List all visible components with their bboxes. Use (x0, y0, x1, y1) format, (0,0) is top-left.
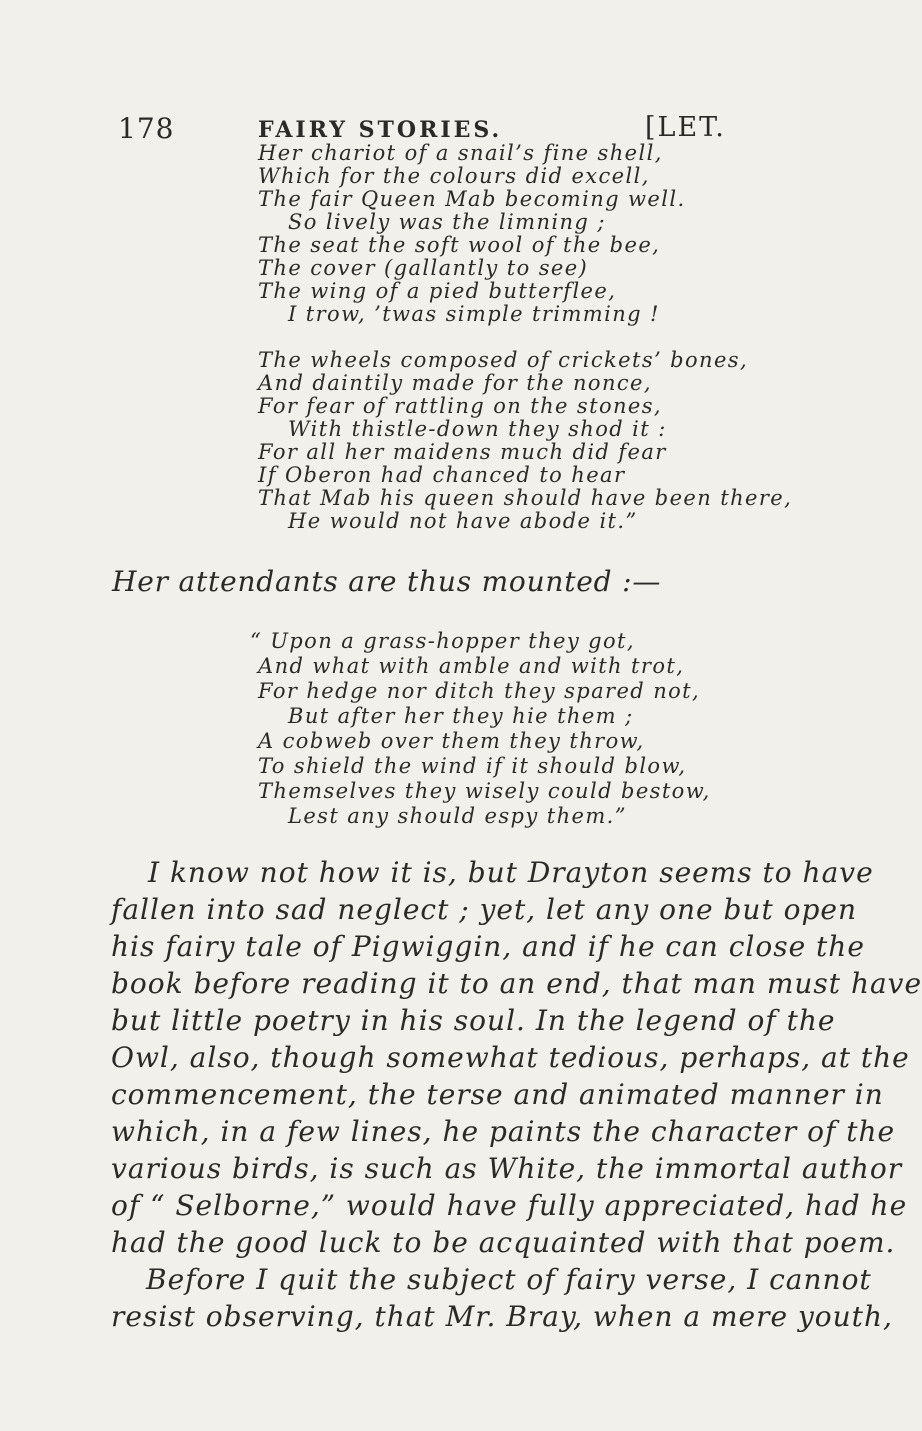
paragraph-line: resist observing, that Mr. Bray, when a mere youth, (111, 1300, 893, 1333)
poem-line: Themselves they wisely could bestow, (258, 779, 711, 803)
poem-line: The fair Queen Mab becoming well. (258, 187, 686, 211)
poem-line: Lest any should espy them.” (288, 804, 627, 828)
page-header (0, 0, 800, 160)
poem-line: And daintily made for the nonce, (258, 371, 652, 395)
paragraph-line: his fairy tale of Pigwiggin, and if he can close the (111, 930, 865, 963)
intro-line: Her attendants are thus mounted :— (112, 565, 662, 598)
poem-line: The seat the soft wool of the bee, (258, 233, 661, 257)
paragraph-line: various birds, is such as White, the immortal author (111, 1152, 903, 1185)
poem-line: The cover (gallantly to see) (258, 256, 589, 280)
section-label: [LET. (645, 112, 726, 143)
poem-line: Which for the colours did excell, (258, 164, 650, 188)
poem-line: The wing of a pied butterflee, (258, 279, 617, 303)
paragraph-line: which, in a few lines, he paints the character of the (111, 1115, 896, 1148)
paragraph-line: I know not how it is, but Drayton seems to have (148, 856, 874, 889)
poem-line: For fear of rattling on the stones, (258, 394, 662, 418)
poem-line: The wheels composed of crickets’ bones, (258, 348, 749, 372)
poem-line: For hedge nor ditch they spared not, (258, 679, 701, 703)
poem-line: I trow, ’twas simple trimming ! (288, 302, 660, 326)
poem-line: That Mab his queen should have been there, (258, 486, 793, 510)
page-number: 178 (118, 112, 175, 145)
paragraph-line: of “ Selborne,” would have fully appreciated, had he (111, 1189, 908, 1222)
poem-line: So lively was the limning ; (288, 210, 606, 234)
paragraph-line: book before reading it to an end, that man must have (111, 967, 922, 1000)
poem-line: To shield the wind if it should blow, (258, 754, 687, 778)
paragraph-line: but little poetry in his soul. In the legend of the (111, 1004, 836, 1037)
paragraph-line: fallen into sad neglect ; yet, let any one but open (111, 893, 857, 926)
paragraph-line: Before I quit the subject of fairy verse, I cannot (146, 1263, 872, 1296)
paragraph-line: had the good luck to be acquainted with that poem. (111, 1226, 896, 1259)
poem-line: For all her maidens much did fear (258, 440, 667, 464)
paragraph-line: Owl, also, though somewhat tedious, perhaps, at the (111, 1041, 910, 1074)
poem-line: With thistle-down they shod it : (288, 417, 667, 441)
poem-line: And what with amble and with trot, (258, 654, 685, 678)
paragraph-line: commencement, the terse and animated manner in (111, 1078, 884, 1111)
poem-line: Her chariot of a snail’s fine shell, (258, 141, 663, 165)
poem-line: “ Upon a grass-hopper they got, (250, 629, 635, 653)
poem-line: He would not have abode it.” (288, 509, 638, 533)
poem-line: A cobweb over them they throw, (258, 729, 645, 753)
poem-line: But after her they hie them ; (288, 704, 634, 728)
poem-line: If Oberon had chanced to hear (258, 463, 626, 487)
running-title: FAIRY STORIES. (258, 117, 503, 143)
